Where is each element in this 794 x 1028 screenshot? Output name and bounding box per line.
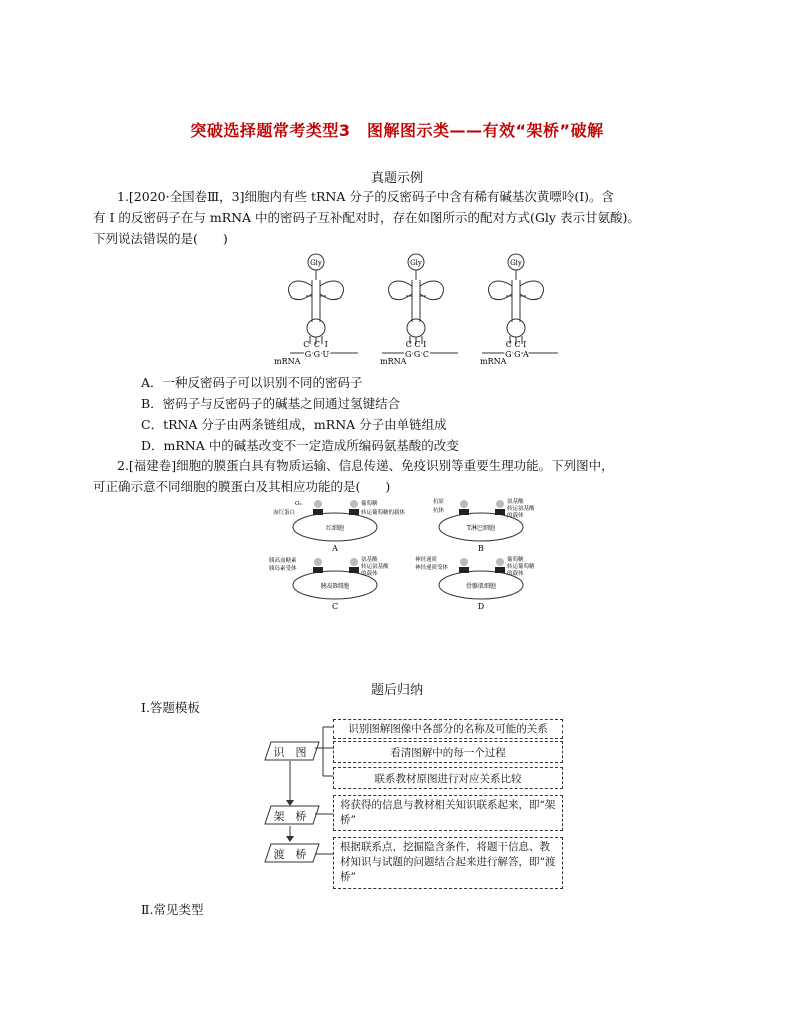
panel-d-label: D bbox=[477, 602, 485, 611]
panel-a-label: A bbox=[332, 544, 338, 553]
panel-b-right2: 转运氨基酸 bbox=[507, 506, 535, 512]
panel-d-right2: 转运葡萄糖 bbox=[507, 564, 535, 570]
panel-c-right1: 氨基酸 bbox=[361, 557, 378, 563]
mrna-label-2: mRNA bbox=[380, 357, 407, 366]
anticodon-label-2: C C I bbox=[405, 340, 427, 349]
panel-b-right3: 的载体 bbox=[507, 513, 524, 519]
codon-label-2: G G C bbox=[405, 350, 429, 359]
panel-a-left1: O₂ bbox=[295, 501, 302, 507]
q1-option-b: B．密码子与反密码子的碱基之间通过氢键结合 bbox=[141, 396, 401, 411]
panel-b-left2: 抗体 bbox=[433, 508, 445, 514]
codon-label-1: G G U bbox=[304, 350, 330, 359]
panel-c-right3: 的载体 bbox=[361, 571, 378, 577]
q1-option-d: D．mRNA 中的碱基改变不一定造成所编码氨基酸的改变 bbox=[141, 438, 459, 453]
panel-d-right1: 葡萄糖 bbox=[507, 557, 524, 563]
panel-b bbox=[433, 497, 535, 553]
panel-c-cell: 胰岛B细胞 bbox=[320, 583, 350, 590]
template-box-3: 联系教材原图进行对应关系比较 bbox=[333, 767, 563, 789]
panel-d-cell: 骨骼肌细胞 bbox=[465, 583, 497, 590]
template-box-2: 看清图解中的每一个过程 bbox=[333, 741, 563, 763]
step1-label: 识 图 bbox=[273, 746, 307, 759]
panel-a-right1: 葡萄糖 bbox=[361, 501, 378, 507]
panel-a bbox=[273, 499, 406, 553]
q1-line2: 有 I 的反密码子在与 mRNA 中的密码子互补配对时，存在如图所示的配对方式(Gly 表示甘氨酸)。 bbox=[93, 210, 640, 225]
amino-acid-label: Gly bbox=[410, 259, 422, 267]
q2-line2: 可正确示意不同细胞的膜蛋白及其相应功能的是( ) bbox=[93, 479, 391, 494]
q1-option-a: A．一种反密码子可以识别不同的密码子 bbox=[141, 375, 363, 390]
panel-c-left1: 胰高血糖素 bbox=[269, 558, 297, 564]
q1-option-c: C．tRNA 分子由两条链组成，mRNA 分子由单链组成 bbox=[141, 417, 447, 432]
d-loop bbox=[289, 281, 312, 300]
panel-d bbox=[415, 555, 535, 611]
q1-line1: 1.[2020·全国卷Ⅲ，3]细胞内有些 tRNA 分子的反密码子中含有稀有碱基次黄嘌呤(I)。含 bbox=[117, 189, 615, 204]
membrane-protein-figure bbox=[255, 495, 555, 613]
template-box-5: 根据联系点，挖掘隐含条件，将题干信息、教材知识与试题的问题结合起来进行解答，即“渡桥” bbox=[333, 837, 563, 889]
panel-c-left2: 胰岛素受体 bbox=[269, 566, 297, 572]
section-heading-summary: 题后归纳 bbox=[370, 683, 423, 698]
codon-label-3: G G A bbox=[505, 350, 529, 359]
step2-label: 架 桥 bbox=[273, 810, 307, 823]
part1-heading: Ⅰ.答题模板 bbox=[141, 700, 200, 715]
q1-stem bbox=[93, 186, 697, 249]
section-heading-examples: 真题示例 bbox=[370, 171, 423, 186]
panel-b-right1: 氨基酸 bbox=[507, 499, 524, 505]
panel-c bbox=[269, 555, 389, 611]
panel-a-left2: 血红蛋白 bbox=[273, 510, 296, 516]
panel-d-right3: 的载体 bbox=[507, 571, 524, 577]
panel-d-left1: 神经递质 bbox=[415, 557, 438, 563]
anticodon-label-1: C C I bbox=[303, 340, 329, 349]
mrna-label-1: mRNA bbox=[274, 357, 301, 366]
step3-label: 渡 桥 bbox=[273, 848, 307, 861]
part2-heading: Ⅱ.常见类型 bbox=[141, 902, 204, 917]
panel-d-left2: 神经递质受体 bbox=[415, 565, 449, 571]
template-box-1: 识别图解图像中各部分的名称及可能的关系 bbox=[333, 719, 563, 739]
anticodon-label-3: C C I bbox=[505, 340, 527, 349]
trna-figure bbox=[270, 250, 560, 370]
amino-acid-label: Gly bbox=[310, 259, 322, 267]
amino-acid-label: Gly bbox=[510, 259, 522, 267]
t-loop bbox=[320, 281, 343, 300]
template-box-4: 将获得的信息与教材相关知识联系起来，即“架桥” bbox=[333, 795, 563, 831]
panel-b-cell: T淋巴细胞 bbox=[466, 525, 496, 532]
trna-group-1 bbox=[289, 254, 344, 344]
mrna-label-3: mRNA bbox=[480, 357, 507, 366]
panel-c-label: C bbox=[331, 602, 339, 611]
q2-stem bbox=[93, 455, 697, 497]
trna-group-2 bbox=[389, 254, 444, 344]
panel-c-right2: 转运氨基酸 bbox=[361, 564, 389, 570]
q2-line1: 2.[福建卷]细胞的膜蛋白具有物质运输、信息传递、免疫识别等重要生理功能。下列图中， bbox=[117, 458, 614, 473]
page-title: 突破选择题常考类型3 图解图示类——有效“架桥”破解 bbox=[190, 121, 604, 140]
panel-a-cell: 红细胞 bbox=[325, 525, 345, 532]
trna-group-3 bbox=[489, 254, 544, 344]
q1-line3: 下列说法错误的是( ) bbox=[93, 231, 228, 246]
panel-b-left1: 抗原 bbox=[433, 499, 445, 505]
panel-a-right2: 转运葡萄糖的载体 bbox=[361, 510, 406, 516]
panel-b-label: B bbox=[478, 544, 484, 553]
anticodon-loop bbox=[307, 319, 325, 337]
